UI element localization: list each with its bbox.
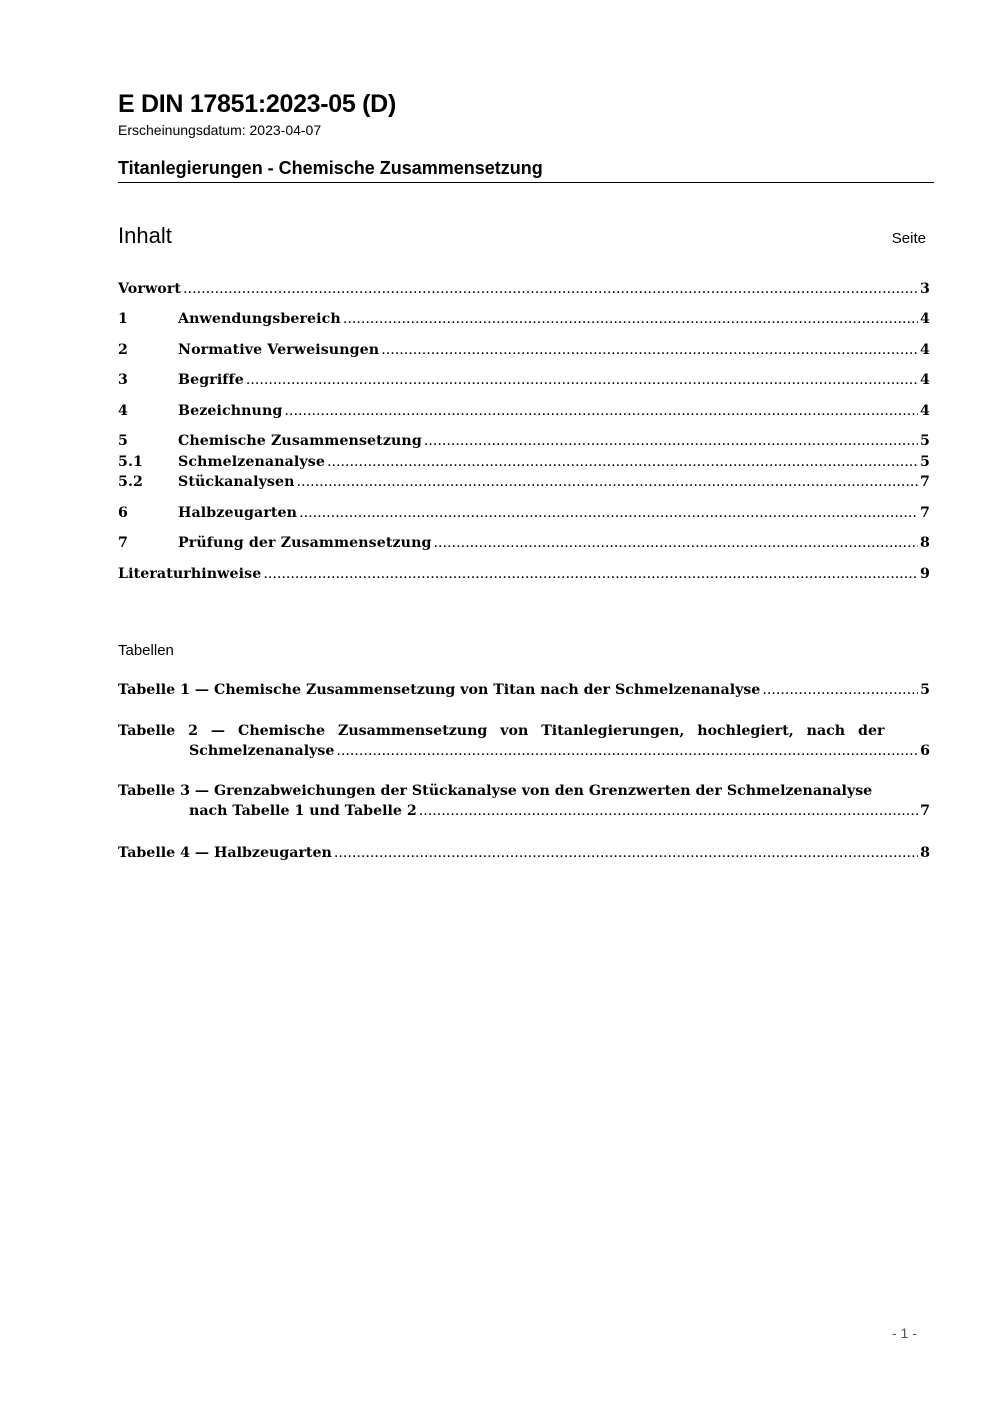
toc-entry-page: 8 <box>920 535 930 551</box>
toc-entry-title: Literaturhinweise <box>118 566 262 582</box>
dot-leader <box>284 403 918 419</box>
toc-entry-page: 4 <box>920 372 930 388</box>
toc-heading: Inhalt <box>118 223 172 248</box>
toc-entry-vorwort[interactable] <box>118 281 930 301</box>
dot-leader <box>336 743 918 759</box>
dot-leader <box>183 281 918 297</box>
document-title: Titanlegierungen - Chemische Zusammensetzung <box>118 158 543 178</box>
toc-page-column-label: Seite <box>891 230 926 247</box>
toc-entry-5-1[interactable] <box>118 454 930 474</box>
table-entry-title: Tabelle 3 — Grenzabweichungen der Stückanalyse von den Grenzwerten der Schmelzenanalyse <box>118 783 873 799</box>
page-number: - 1 - <box>892 1325 917 1341</box>
toc-entry-title: Anwendungsbereich <box>178 311 341 327</box>
toc-entry-page: 7 <box>920 474 930 490</box>
toc-entry-page: 4 <box>920 311 930 327</box>
toc-entry-page: 5 <box>920 433 930 449</box>
toc-entry-4[interactable] <box>118 403 930 423</box>
toc-entry-title: Schmelzenanalyse <box>178 454 325 470</box>
tables-heading: Tabellen <box>118 642 174 659</box>
toc-entry-number: 4 <box>118 403 128 419</box>
toc-entry-title: Halbzeugarten <box>178 505 298 521</box>
toc-entry-title: Vorwort <box>118 281 182 297</box>
table-entry-3[interactable] <box>118 783 930 823</box>
toc-entry-page: 7 <box>920 505 930 521</box>
toc-entry-number: 5.2 <box>118 474 143 490</box>
dot-leader <box>424 433 918 449</box>
dot-leader <box>343 311 918 327</box>
table-entry-title-continued: Schmelzenanalyse <box>189 743 335 759</box>
dot-leader <box>327 454 918 470</box>
toc-entry-title: Prüfung der Zusammensetzung <box>178 535 432 551</box>
toc-entry-2[interactable] <box>118 342 930 362</box>
toc-entry-literaturhinweise[interactable] <box>118 566 930 586</box>
toc-entry-title: Bezeichnung <box>178 403 283 419</box>
title-divider <box>118 182 934 183</box>
toc-entry-number: 5 <box>118 433 128 449</box>
dot-leader <box>246 372 918 388</box>
publication-date: Erscheinungsdatum: 2023-04-07 <box>118 122 322 138</box>
table-entry-page: 8 <box>920 845 930 861</box>
toc-entry-number: 7 <box>118 535 128 551</box>
toc-entry-title: Normative Verweisungen <box>178 342 380 358</box>
toc-entry-number: 3 <box>118 372 128 388</box>
dot-leader <box>299 505 918 521</box>
toc-entry-3[interactable] <box>118 372 930 392</box>
document-number: E DIN 17851:2023-05 (D) <box>118 90 396 118</box>
table-entry-title-continued: nach Tabelle 1 und Tabelle 2 <box>189 803 417 819</box>
toc-entry-7[interactable] <box>118 535 930 555</box>
table-entry-page: 5 <box>920 682 930 698</box>
dot-leader <box>297 474 918 490</box>
table-entry-1[interactable] <box>118 682 930 702</box>
dot-leader <box>762 682 918 698</box>
toc-entry-6[interactable] <box>118 505 930 525</box>
toc-entry-title: Begriffe <box>178 372 244 388</box>
table-entry-4[interactable] <box>118 845 930 865</box>
toc-entry-5-2[interactable] <box>118 474 930 494</box>
toc-entry-1[interactable] <box>118 311 930 331</box>
toc-entry-page: 5 <box>920 454 930 470</box>
dot-leader <box>434 535 919 551</box>
table-entry-title: Tabelle 2 — Chemische Zusammensetzung von Titanlegierungen, hochlegiert, nach der <box>118 723 885 739</box>
toc-entry-number: 6 <box>118 505 128 521</box>
table-entry-title: Tabelle 4 — Halbzeugarten <box>118 845 332 861</box>
dot-leader <box>419 803 918 819</box>
toc-entry-5[interactable] <box>118 433 930 453</box>
toc-entry-title: Chemische Zusammensetzung <box>178 433 422 449</box>
table-entry-page: 7 <box>920 803 930 819</box>
toc-entry-title: Stückanalysen <box>178 474 295 490</box>
toc-entry-number: 5.1 <box>118 454 143 470</box>
toc-entry-page: 9 <box>920 566 930 582</box>
toc-entry-page: 3 <box>920 281 930 297</box>
dot-leader <box>263 566 918 582</box>
toc-entry-page: 4 <box>920 403 930 419</box>
toc-entry-number: 2 <box>118 342 128 358</box>
toc-entry-number: 1 <box>118 311 128 327</box>
dot-leader <box>381 342 918 358</box>
toc-entry-page: 4 <box>920 342 930 358</box>
table-entry-page: 6 <box>920 743 930 759</box>
table-entry-2[interactable] <box>118 723 930 763</box>
table-entry-title: Tabelle 1 — Chemische Zusammensetzung von Titan nach der Schmelzenanalyse <box>118 682 761 698</box>
dot-leader <box>334 845 918 861</box>
